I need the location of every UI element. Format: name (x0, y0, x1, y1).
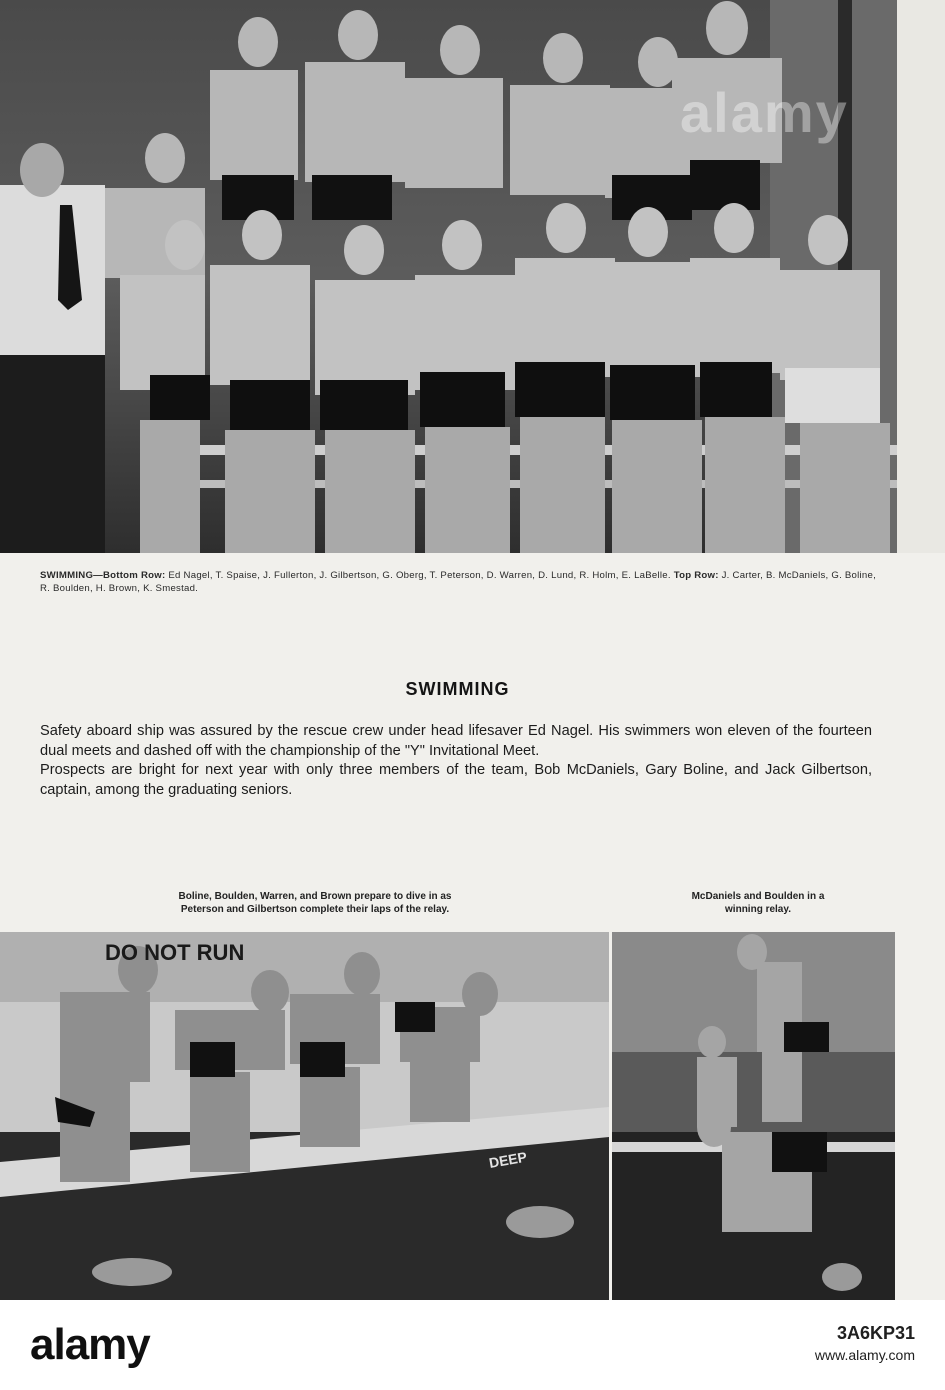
depth-marker-text: DEEP (487, 1148, 529, 1171)
relay-start-photo (0, 932, 609, 1300)
winning-caption-line: McDaniels and Boulden in a (691, 891, 825, 902)
team-photo-caption (40, 569, 876, 595)
brand-logo: alamy (30, 1320, 150, 1369)
winning-caption-line: winning relay. (725, 904, 791, 915)
relay-caption-line: Boline, Boulden, Warren, and Brown prepare to dive in as (178, 891, 452, 902)
body-paragraph: Safety aboard ship was assured by the rescue crew under head lifesaver Ed Nagel. His swimmers won eleven of the fourteen dual meets and dashed off with the championship of the "Y" Invitational Meet. (40, 723, 872, 759)
winning-relay-photo (612, 932, 895, 1300)
bottom-row-names: Ed Nagel, T. Spaise, J. Fullerton, J. Gilbertson, G. Oberg, T. Peterson, D. Warren, D. Lund, R. Holm, E. LaBelle. (168, 570, 671, 581)
top-row-label: Top Row: (673, 570, 719, 581)
image-id: 3A6KP31 (836, 1323, 915, 1343)
relay-photo-caption (124, 890, 506, 916)
page-margin-strip (897, 0, 945, 553)
top-row-names: J. Carter, B. McDaniels, G. Boline, R. Boulden, H. Brown, K. Smestad. (40, 570, 876, 594)
team-photo: alamy (0, 0, 897, 553)
footer-info (815, 1322, 915, 1366)
stock-footer (0, 1300, 945, 1390)
site-url: www.alamy.com (814, 1347, 915, 1363)
winning-relay-photo-caption (660, 890, 856, 916)
relay-caption-line: Peterson and Gilbertson complete their laps of the relay. (180, 904, 450, 915)
caption-label: SWIMMING—Bottom Row: (40, 570, 166, 581)
wall-sign-text: DO NOT RUN (105, 940, 245, 965)
body-paragraph: Prospects are bright for next year with only three members of the team, Bob McDaniels, Gary Boline, and Jack Gilbertson, captain, among the graduating seniors. (40, 762, 872, 798)
section-heading: SWIMMING (405, 679, 510, 699)
section-body (40, 722, 872, 800)
